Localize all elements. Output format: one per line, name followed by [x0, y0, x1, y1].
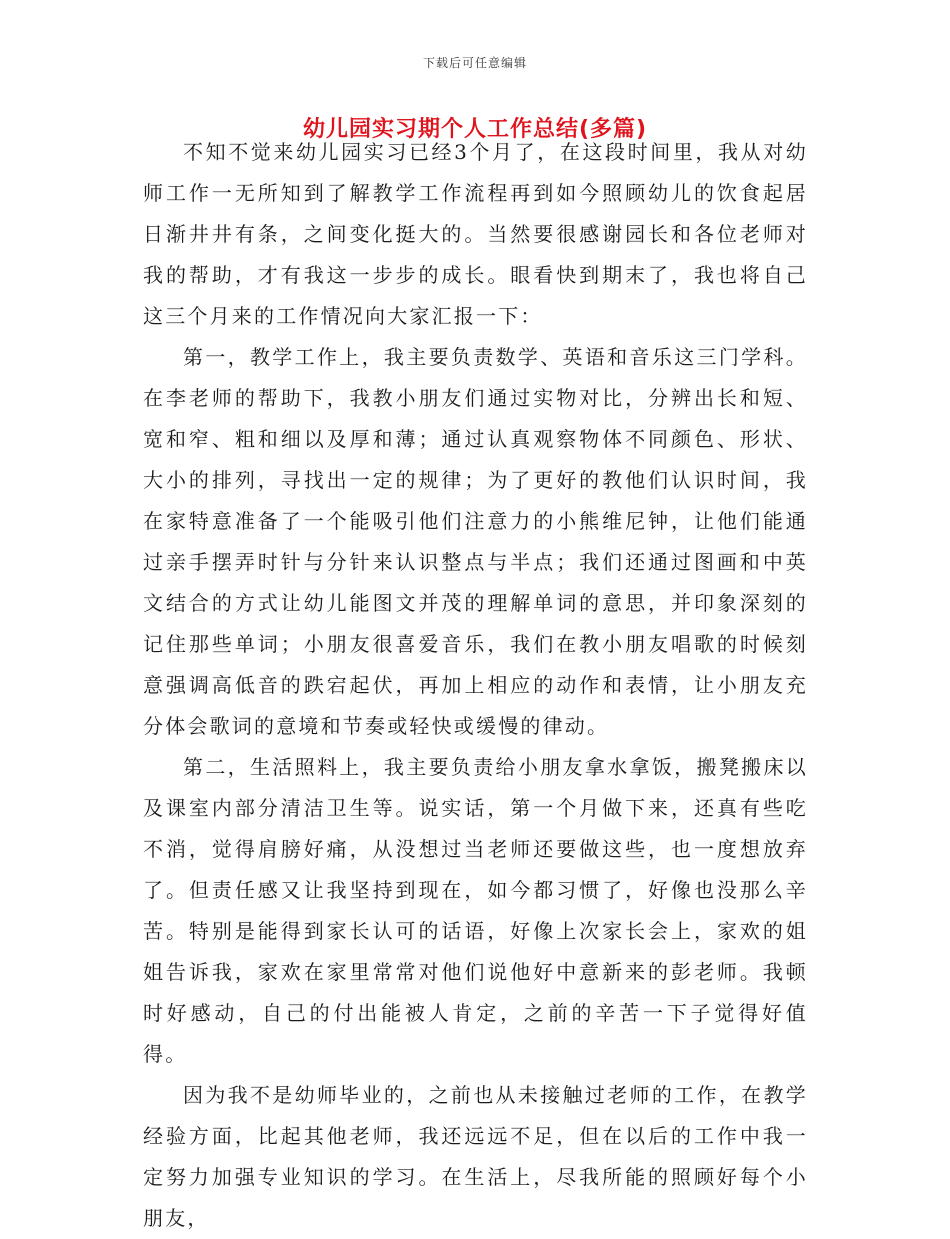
paragraph-intro: 不知不觉来幼儿园实习已经3个月了，在这段时间里，我从对幼师工作一无所知到了解教学工作流程再到如今照顾幼儿的饮食起居日渐井井有条，之间变化挺大的。当然要很感谢园长和各位老师对我的帮助，才有我这一步步的成长。眼看快到期末了，我也将自己这三个月来的工作情况向大家汇报一下：	[143, 140, 808, 328]
paragraph-care: 第二，生活照料上，我主要负责给小朋友拿水拿饭，搬凳搬床以及课室内部分清洁卫生等。说实话，第一个月做下来，还真有些吃不消，觉得肩膀好痛，从没想过当老师还要做这些，也一度想放弃了。但责任感又让我坚持到现在，如今都习惯了，好像也没那么辛苦。特别是能得到家长认可的话语，好像上次家长会上，家欢的姐姐告诉我，家欢在家里常常对他们说他好中意新来的彭老师。我顿时好感动，自己的付出能被人肯定，之前的辛苦一下子觉得好值得。	[143, 755, 808, 1066]
document-title: 幼儿园实习期个人工作总结(多篇)	[302, 117, 648, 142]
paragraph-teaching: 第一，教学工作上，我主要负责数学、英语和音乐这三门学科。在李老师的帮助下，我教小朋友们通过实物对比，分辨出长和短、宽和窄、粗和细以及厚和薄；通过认真观察物体不同颜色、形状、大小的排列，寻找出一定的规律；为了更好的教他们认识时间，我在家特意准备了一个能吸引他们注意力的小熊维尼钟，让他们能通过亲手摆弄时针与分针来认识整点与半点；我们还通过图画和中英文结合的方式让幼儿能图文并茂的理解单词的意思，并印象深刻的记住那些单词；小朋友很喜爱音乐，我们在教小朋友唱歌的时候刻意强调高低音的跌宕起伏，再加上相应的动作和表情，让小朋友充分体会歌词的意境和节奏或轻快或缓慢的律动。	[143, 345, 808, 738]
document-body	[143, 132, 808, 1239]
header-note: 下载后可任意编辑	[422, 56, 527, 70]
paragraph-reflection: 因为我不是幼师毕业的，之前也从未接触过老师的工作，在教学经验方面，比起其他老师，我还远远不足，但在以后的工作中我一定努力加强专业知识的学习。在生活上，尽我所能的照顾好每个小朋友，	[143, 1083, 808, 1230]
